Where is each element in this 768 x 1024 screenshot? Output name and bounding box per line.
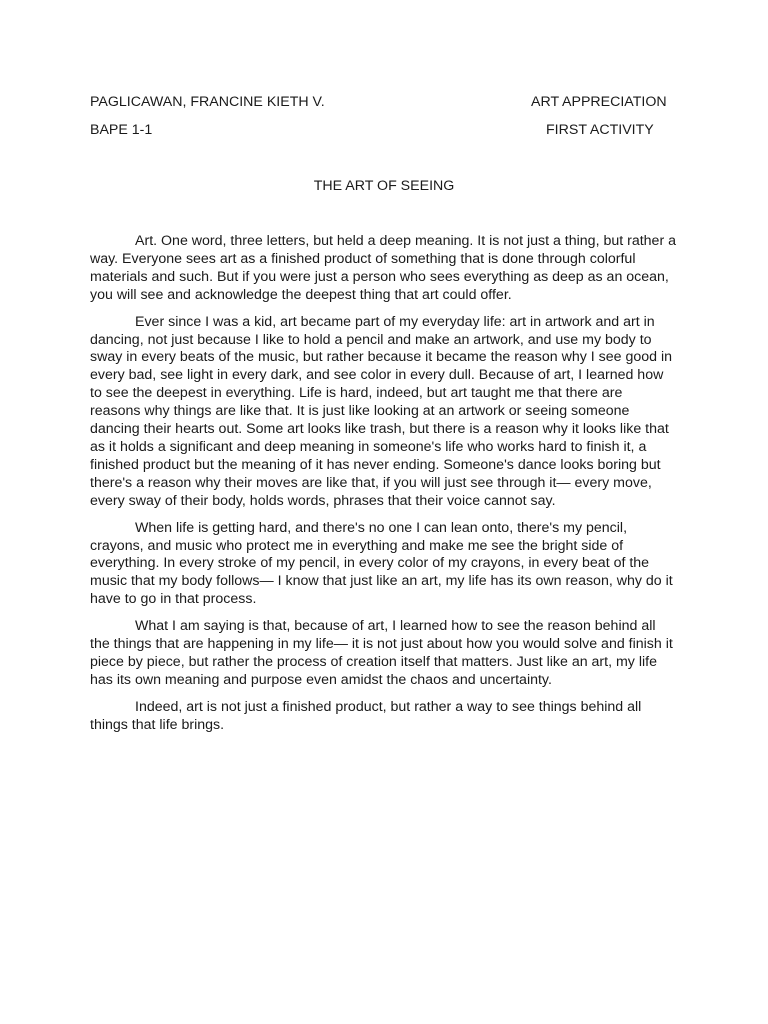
paragraph: When life is getting hard, and there's no one I can lean onto, there's my pencil, crayons, and music who protect me in everything and make me see the bright side of everything. In every stroke of my pencil, in every color of my crayons, in every beat of the music that my body follows— I know that just like an art, my life has its own reason, why do it have to go in that process. (90, 519, 673, 608)
essay-body (90, 233, 676, 744)
section-label: BAPE 1-1 (90, 122, 153, 138)
student-name: PAGLICAWAN, FRANCINE KIETH V. (90, 94, 325, 110)
essay-title: THE ART OF SEEING (313, 178, 455, 194)
activity-label: FIRST ACTIVITY (546, 122, 654, 138)
paragraph: Art. One word, three letters, but held a deep meaning. It is not just a thing, but rather a way. Everyone sees art as a finished product of something that is done through colorful materials and such. But if you were just a person who sees everything as deep as an ocean, you will see and acknowledge the deepest thing that art could offer. (90, 233, 677, 303)
paragraph: Indeed, art is not just a finished product, but rather a way to see things behind all things that life brings. (90, 698, 642, 733)
course-name: ART APPRECIATION (531, 94, 667, 110)
paragraph: Ever since I was a kid, art became part of my everyday life: art in artwork and art in dancing, not just because I like to hold a pencil and make an artwork, and use my body to sway in every beats of the music, but rather because it became the reason why I see good in every bad, see light in every dark, and see color in every dull. Because of art, I learned how to see the deepest in everything. Life is hard, indeed, but art taught me that there are reasons why things are like that. It is just like looking at an artwork or seeing someone dancing their hearts out. Some art looks like trash, but there is a reason why it looks like that as it holds a significant and deep meaning in someone's life who works hard to finish it, a finished product but the meaning of it has never ending. Someone's dance looks boring but there's a reason why their moves are like that, if you will just see through it— every move, every sway of their body, holds words, phrases that their voice cannot say. (90, 313, 673, 509)
paragraph: What I am saying is that, because of art, I learned how to see the reason behind all the things that are happening in my life— it is not just about how you would solve and finish it piece by piece, but rather the process of creation itself that matters. Just like an art, my life has its own meaning and purpose even amidst the chaos and uncertainty. (90, 618, 673, 688)
